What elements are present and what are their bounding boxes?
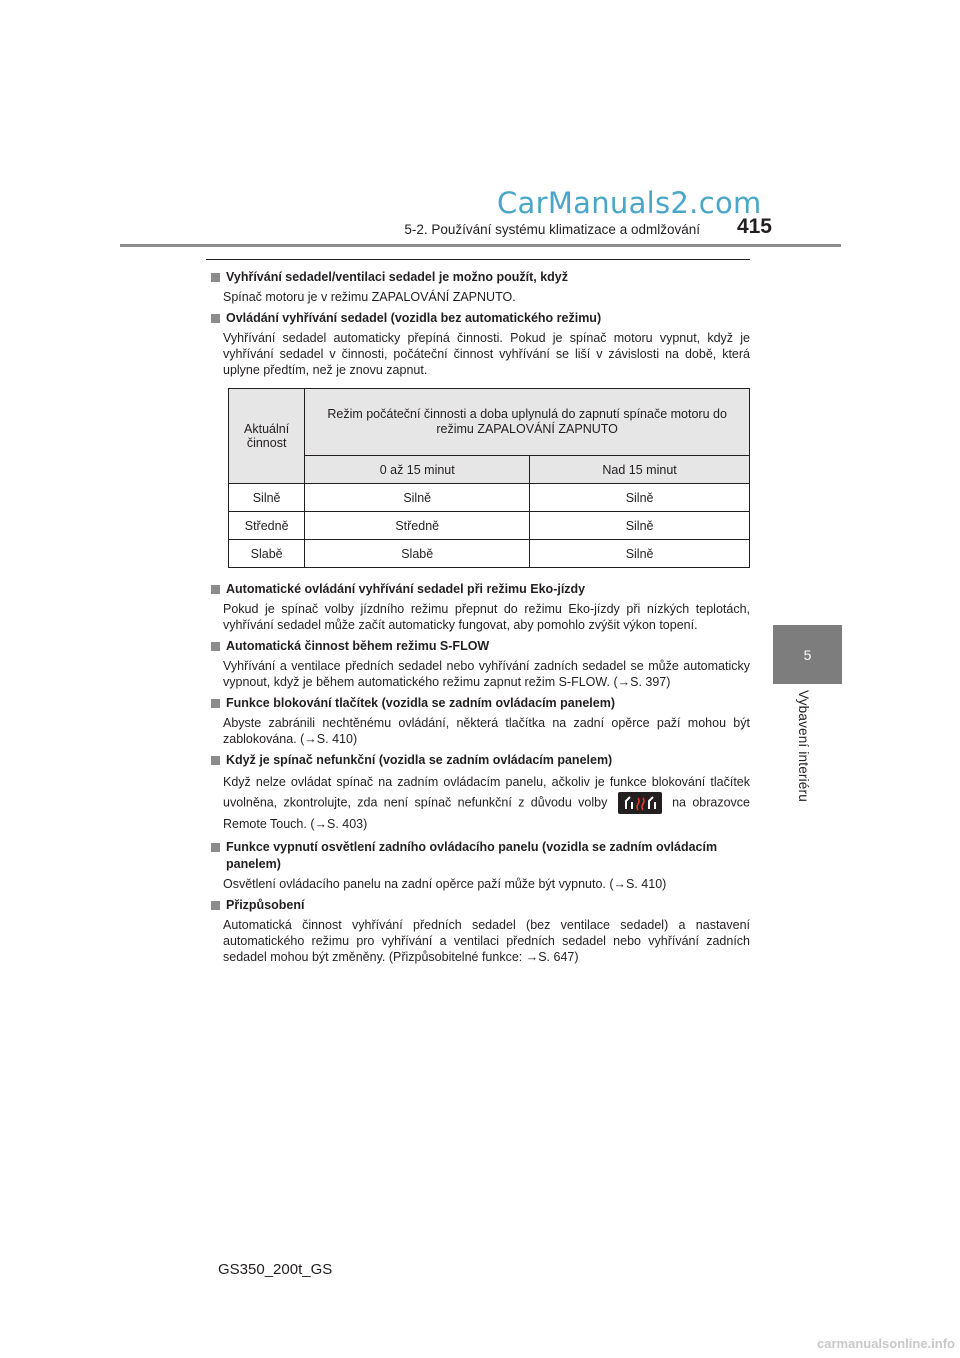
bullet-square-icon	[211, 642, 220, 651]
section-text: Vyhřívání sedadel automaticky přepíná činnosti. Pokud je spínač motoru vypnut, když je vyhřívání sedadel v činnosti, počáteční činnost vyhřívání se liší v závislosti na době, která uplyne předtím, než je znovu zapnut.	[223, 331, 750, 377]
section-switch-inoperable	[208, 752, 750, 834]
section-heading: Automatické ovládání vyhřívání sedadel při režimu Eko-jízdy	[226, 582, 586, 596]
table-header-long: Nad 15 minut	[530, 456, 750, 484]
table-header-current: Aktuální činnost	[229, 389, 305, 484]
bullet-square-icon	[211, 843, 220, 852]
table-cell: Středně	[229, 512, 305, 540]
table-header-short: 0 až 15 minut	[305, 456, 530, 484]
rear-seat-heater-icon	[618, 792, 662, 814]
table-cell: Slabě	[229, 540, 305, 568]
section-text: Osvětlení ovládacího panelu na zadní opěrce paží může být vypnuto. (→S. 410)	[223, 877, 667, 891]
table-cell: Silně	[305, 484, 530, 512]
table-cell: Silně	[229, 484, 305, 512]
section-text: Pokud je spínač volby jízdního režimu přepnut do režimu Eko-jízdy při nízkých teplotách, vyhřívání sedadel může začít automaticky fungovat, aby pomohlo zvýšit výkon topení.	[223, 602, 750, 632]
section-heading: Když je spínač nefunkční (vozidla se zadním ovládacím panelem)	[226, 753, 613, 767]
section-heading: Ovládání vyhřívání sedadel (vozidla bez automatického režimu)	[226, 311, 602, 325]
bullet-square-icon	[211, 314, 220, 323]
table-cell: Středně	[305, 512, 530, 540]
section-heading: Funkce blokování tlačítek (vozidla se zadním ovládacím panelem)	[226, 696, 616, 710]
text-before-icon: Když nelze ovládat spínač na zadním ovládacím panelu, ačkoliv je funkce blokování tlačítek uvolněna, zkontrolujte, zda není spínač nefunkční z důvodu volby	[223, 775, 750, 810]
section-eco-mode	[208, 581, 750, 633]
section-text: Spínač motoru je v režimu ZAPALOVÁNÍ ZAPNUTO.	[223, 290, 516, 304]
bullet-square-icon	[211, 585, 220, 594]
bullet-square-icon	[211, 699, 220, 708]
section-s-flow	[208, 638, 750, 690]
table-cell: Silně	[530, 512, 750, 540]
table-row	[229, 484, 750, 512]
chapter-tab[interactable]	[773, 625, 842, 684]
section-heading: Vyhřívání sedadel/ventilaci sedadel je možno použít, když	[226, 270, 568, 284]
section-customization	[208, 897, 750, 965]
chapter-number: 5	[803, 646, 812, 663]
section-seat-heater-control	[208, 310, 750, 378]
section-text: Vyhřívání a ventilace předních sedadel nebo vyhřívání zadních sedadel se může automaticky vypnout, když je během automatického režimu zapnut režim S-FLOW. (→S. 397)	[223, 659, 750, 689]
watermark-logo: CarManuals2.com	[497, 186, 762, 220]
section-heading: Přizpůsobení	[226, 898, 305, 912]
bullet-square-icon	[211, 901, 220, 910]
table-cell: Slabě	[305, 540, 530, 568]
table-row	[229, 540, 750, 568]
table-cell: Silně	[530, 484, 750, 512]
section-panel-light-off	[208, 839, 750, 892]
content-divider	[206, 259, 750, 260]
model-code: GS350_200t_GS	[218, 1261, 333, 1278]
text-after-icon: na obrazovce Remote Touch. (→S. 403)	[223, 795, 750, 831]
section-title: 5-2. Používání systému klimatizace a odmlžování	[404, 222, 700, 237]
page-number: 415	[736, 215, 772, 238]
section-button-lock	[208, 695, 750, 747]
table-row	[229, 512, 750, 540]
bullet-square-icon	[211, 756, 220, 765]
watermark-footer: carmanualsonline.info	[817, 1336, 955, 1351]
section-text: Automatická činnost vyhřívání předních sedadel (bez ventilace sedadel) a nastavení automatického režimu pro vyhřívání a ventilaci předních sedadel nebo vyhřívání zadních sedadel mohou být změněny. (Přizpůsobitelné funkce: →S. 647)	[223, 918, 750, 964]
chapter-label: Vybavení interiéru	[796, 690, 811, 802]
section-text: Abyste zabránili nechtěnému ovládání, některá tlačítka na zadní opěrce paží mohou být zablokována. (→S. 410)	[223, 716, 750, 746]
section-text	[208, 772, 750, 834]
table-header-group: Režim počáteční činnosti a doba uplynulá do zapnutí spínače motoru do režimu ZAPALOVÁNÍ ZAPNUTO	[305, 389, 750, 456]
section-heading: Automatická činnost během režimu S-FLOW	[226, 639, 490, 653]
header-divider	[120, 244, 841, 247]
bullet-square-icon	[211, 273, 220, 282]
table-cell: Silně	[530, 540, 750, 568]
heater-mode-table	[228, 388, 750, 568]
page-content	[208, 269, 750, 970]
section-heading: Funkce vypnutí osvětlení zadního ovládacího panelu (vozidla se zadním ovládacím panelem)	[226, 840, 718, 871]
section-seat-heater-availability	[208, 269, 750, 305]
